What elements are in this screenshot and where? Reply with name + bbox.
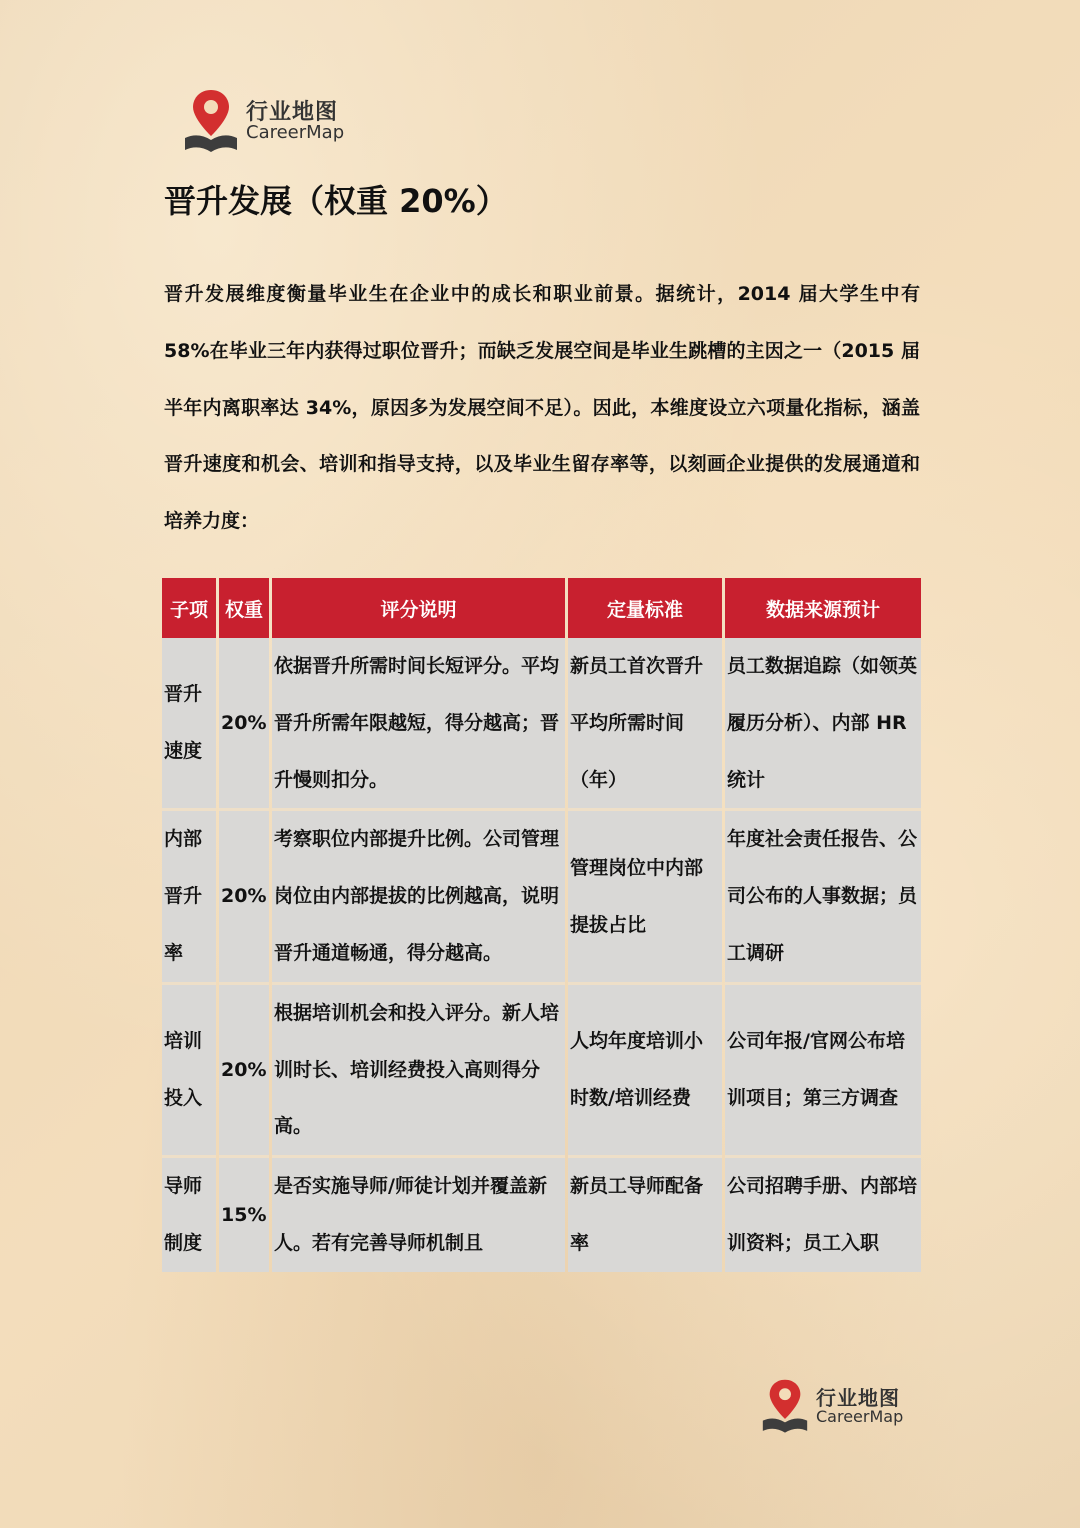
subitem-cell: 晋升速度 bbox=[162, 638, 216, 808]
logo-english-name: CareerMap bbox=[246, 122, 345, 144]
description-cell: 是否实施导师/师徒计划并覆盖新人。若有完善导师机制且 bbox=[272, 1155, 565, 1272]
source-cell: 员工数据追踪（如领英履历分析）、内部 HR 统计 bbox=[725, 638, 921, 808]
careermap-logo bbox=[182, 88, 344, 156]
standard-cell: 管理岗位中内部提拔占比 bbox=[568, 808, 722, 981]
standard-cell: 人均年度培训小时数/培训经费 bbox=[568, 982, 722, 1155]
table-header-row bbox=[162, 578, 921, 638]
evaluation-table bbox=[159, 578, 924, 1272]
header-scoring-description: 评分说明 bbox=[272, 578, 565, 638]
logo-chinese-name: 行业地图 bbox=[246, 100, 339, 125]
table-row bbox=[162, 638, 921, 808]
description-cell: 考察职位内部提升比例。公司管理岗位由内部提拔的比例越高，说明晋升通道畅通，得分越高。 bbox=[272, 808, 565, 981]
subitem-cell: 导师制度 bbox=[162, 1155, 216, 1272]
source-cell: 公司招聘手册、内部培训资料；员工入职 bbox=[725, 1155, 921, 1272]
table-row bbox=[162, 808, 921, 981]
weight-cell: 20% bbox=[219, 982, 269, 1155]
careermap-footer-logo bbox=[760, 1378, 903, 1436]
intro-paragraph: 晋升发展维度衡量毕业生在企业中的成长和职业前景。据统计，2014 届大学生中有 58%在毕业三年内获得过职位晋升；而缺乏发展空间是毕业生跳槽的主因之一（2015 届半年内离职率达 34%，原因多为发展空间不足）。因此，本维度设立六项量化指标，涵盖晋升速度和机会、培训和指导支持，以及毕业生留存率等，以刻画企业提供的发展通道和培养力度： bbox=[164, 283, 920, 533]
table-row bbox=[162, 982, 921, 1155]
description-cell: 根据培训机会和投入评分。新人培训时长、培训经费投入高则得分高。 bbox=[272, 982, 565, 1155]
page-title: 晋升发展（权重 20%） bbox=[164, 182, 508, 220]
source-cell: 年度社会责任报告、公司公布的人事数据；员工调研 bbox=[725, 808, 921, 981]
header-quantitative-standard: 定量标准 bbox=[568, 578, 722, 638]
map-pin-book-icon bbox=[760, 1378, 810, 1436]
weight-cell: 20% bbox=[219, 808, 269, 981]
source-cell: 公司年报/官网公布培训项目；第三方调查 bbox=[725, 982, 921, 1155]
logo-english-name: CareerMap bbox=[816, 1407, 904, 1427]
description-cell: 依据晋升所需时间长短评分。平均晋升所需年限越短，得分越高；晋升慢则扣分。 bbox=[272, 638, 565, 808]
table-row bbox=[162, 1155, 921, 1272]
subitem-cell: 内部晋升率 bbox=[162, 808, 216, 981]
map-pin-book-icon bbox=[182, 88, 240, 156]
weight-cell: 20% bbox=[219, 638, 269, 808]
weight-cell: 15% bbox=[219, 1155, 269, 1272]
standard-cell: 新员工导师配备率 bbox=[568, 1155, 722, 1272]
header-subitem: 子项 bbox=[162, 578, 216, 638]
subitem-cell: 培训投入 bbox=[162, 982, 216, 1155]
logo-chinese-name: 行业地图 bbox=[816, 1386, 900, 1411]
header-data-source: 数据来源预计 bbox=[725, 578, 921, 638]
header-weight: 权重 bbox=[219, 578, 269, 638]
standard-cell: 新员工首次晋升平均所需时间（年） bbox=[568, 638, 722, 808]
